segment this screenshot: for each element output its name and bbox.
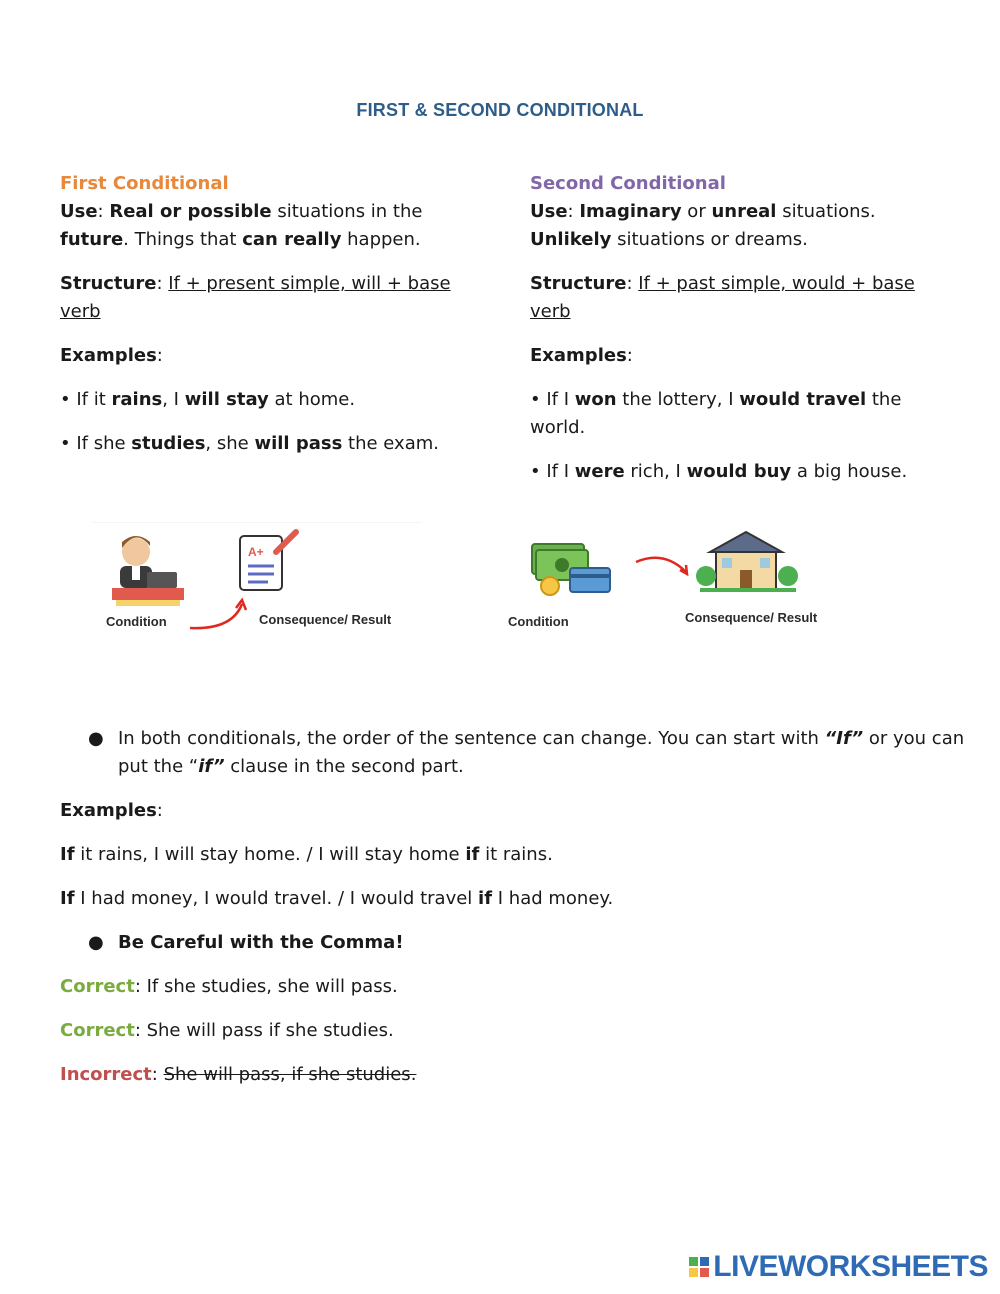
order-example-1: If it rains, I will stay home. / I will stay home if it rains.	[60, 844, 553, 865]
money-icon	[532, 544, 610, 595]
order-note: ● In both conditionals, the order of the sentence can change. You can start with “If” or you can put the “if” clause in the second part.	[88, 728, 965, 777]
first-use: Use: Real or possible situations in the future. Things that can really happen.	[60, 201, 423, 250]
first-conditional-section	[60, 170, 480, 474]
second-structure: Structure: If + past simple, would + base verb	[530, 273, 915, 322]
first-example-1: • If it rains, I will stay at home.	[60, 389, 356, 410]
exam-paper-icon	[240, 532, 296, 590]
first-conditional-heading: First Conditional	[60, 173, 229, 194]
second-example-1: • If I won the lottery, I would travel the world.	[530, 389, 902, 438]
second-use: Use: Imaginary or unreal situations. Unlikely situations or dreams.	[530, 201, 876, 250]
liveworksheets-logo	[689, 1250, 988, 1284]
comma-note: ● Be Careful with the Comma!	[88, 932, 404, 953]
second-example-2: • If I were rich, I would buy a big house.	[530, 461, 908, 482]
logo-grid-icon	[689, 1257, 709, 1277]
brand-text: LIVEWORKSHEETS	[713, 1250, 988, 1283]
second-conditional-heading: Second Conditional	[530, 173, 726, 194]
examples-label: Examples:	[60, 800, 163, 821]
first-result-caption: Consequence/ Result	[259, 612, 392, 627]
first-examples-label: Examples:	[60, 345, 163, 366]
incorrect-example: Incorrect: She will pass, if she studies.	[60, 1064, 417, 1085]
correct-example-1: Correct: If she studies, she will pass.	[60, 976, 398, 997]
second-conditional-section	[530, 170, 950, 502]
order-example-2: If I had money, I would travel. / I would travel if I had money.	[60, 888, 614, 909]
second-conditional-illustration	[494, 528, 824, 636]
first-conditional-illustration	[92, 522, 422, 640]
first-condition-caption: Condition	[106, 614, 167, 629]
page-title: FIRST & SECOND CONDITIONAL	[356, 100, 644, 120]
second-condition-caption: Condition	[508, 614, 569, 629]
second-examples-label: Examples:	[530, 345, 633, 366]
first-structure: Structure: If + present simple, will + base verb	[60, 273, 451, 322]
first-example-2: • If she studies, she will pass the exam.	[60, 433, 439, 454]
second-result-caption: Consequence/ Result	[685, 610, 818, 625]
svg-text:A+: A+	[248, 545, 264, 559]
house-icon	[696, 532, 798, 592]
correct-example-2: Correct: She will pass if she studies.	[60, 1020, 394, 1041]
